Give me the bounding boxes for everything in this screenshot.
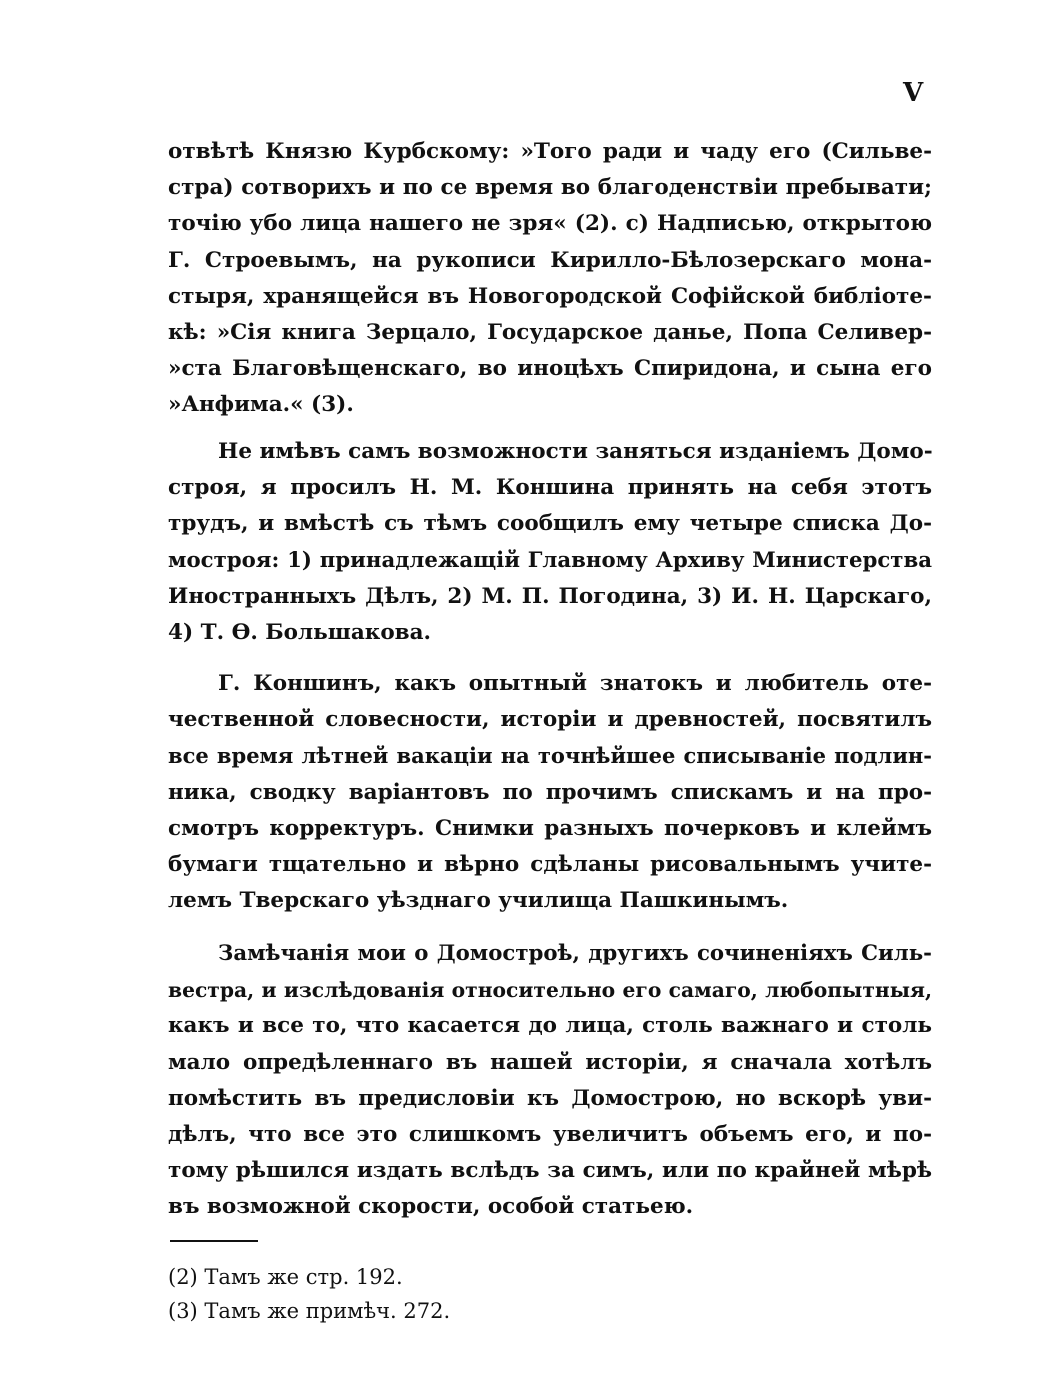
text-line: бумаги тщательно и вѣрно сдѣланы рисовальнымъ учите- bbox=[168, 851, 932, 877]
text-line: въ возможной скорости, особой статьею. bbox=[168, 1194, 694, 1220]
text-line: строя, я просилъ Н. М. Коншина принять на себя этотъ bbox=[168, 475, 932, 501]
footnotes bbox=[168, 1260, 450, 1328]
text-line: 4) Т. Ѳ. Большакова. bbox=[168, 619, 432, 645]
text-line: вестра, и изслѣдованія относительно его самаго, любопытныя, bbox=[168, 978, 932, 1003]
paragraph-3 bbox=[168, 666, 932, 919]
text-line: точію убо лица нашего не зря« (2). с) Надписью, открытою bbox=[168, 211, 932, 237]
text-line: кѣ: »Сія книга Зерцало, Государское данье, Попа Селивер- bbox=[168, 319, 932, 345]
text-line: стыря, хранящейся въ Новогородской Софійской библіоте- bbox=[168, 283, 932, 309]
text-line: »Анфима.« (3). bbox=[168, 392, 354, 418]
text-line: помѣстить въ предисловіи къ Домострою, но вскорѣ уви- bbox=[168, 1085, 932, 1111]
text-line: »ста Благовѣщенскаго, во иноцѣхъ Спиридона, и сына его bbox=[168, 356, 932, 382]
text-line: отвѣтѣ Князю Курбскому: »Того ради и чаду его (Сильве- bbox=[168, 139, 932, 164]
text-line: мало опредѣленнаго въ нашей исторіи, я сначала хотѣлъ bbox=[168, 1049, 932, 1075]
text-line: мостроя: 1) принадлежащій Главному Архиву Министерства bbox=[168, 547, 932, 573]
text-line: трудъ, и вмѣстѣ съ тѣмъ сообщилъ ему четыре списка До- bbox=[168, 511, 932, 537]
text-line: Г. Строевымъ, на рукописи Кирилло-Бѣлозерскаго мона- bbox=[168, 247, 932, 273]
text-line: лемъ Тверскаго уѣзднаго училища Пашкинымъ. bbox=[168, 888, 789, 914]
text-line: чественной словесности, исторіи и древностей, посвятилъ bbox=[168, 707, 932, 733]
text-line: смотръ корректуръ. Снимки разныхъ почерковъ и клеймъ bbox=[168, 815, 932, 841]
paragraph-4 bbox=[168, 936, 932, 1226]
footnote-divider bbox=[170, 1240, 258, 1242]
text-line: Не имѣвъ самъ возможности заняться изданіемъ Домо- bbox=[218, 439, 933, 464]
text-line: ника, сводку варіантовъ по прочимъ спискамъ и на про- bbox=[168, 779, 932, 805]
text-line: Г. Коншинъ, какъ опытный знатокъ и любитель оте- bbox=[218, 671, 932, 696]
text-line: все время лѣтней вакаціи на точнѣйшее списываніе подлин- bbox=[168, 743, 932, 769]
text-line: стра) сотворихъ и по се время во благоденствіи пребывати; bbox=[168, 175, 932, 201]
text-line: дѣлъ, что все это слишкомъ увеличитъ объемъ его, и по- bbox=[168, 1121, 932, 1147]
footnote-3: (3) Тамъ же примѣч. 272. bbox=[168, 1299, 451, 1323]
paragraph-2 bbox=[168, 434, 932, 651]
paragraph-1 bbox=[168, 134, 932, 424]
page-number: V bbox=[903, 78, 924, 108]
footnote-2: (2) Тамъ же стр. 192. bbox=[168, 1265, 403, 1289]
text-line: Иностранныхъ Дѣлъ, 2) М. П. Погодина, 3) И. Н. Царскаго, bbox=[168, 583, 932, 609]
text-line: какъ и все то, что касается до лица, столь важнаго и столь bbox=[168, 1013, 932, 1039]
text-line: тому рѣшился издать вслѣдъ за симъ, или по крайней мѣрѣ bbox=[168, 1158, 932, 1184]
text-line: Замѣчанія мои о Домостроѣ, другихъ сочиненіяхъ Силь- bbox=[218, 941, 932, 966]
